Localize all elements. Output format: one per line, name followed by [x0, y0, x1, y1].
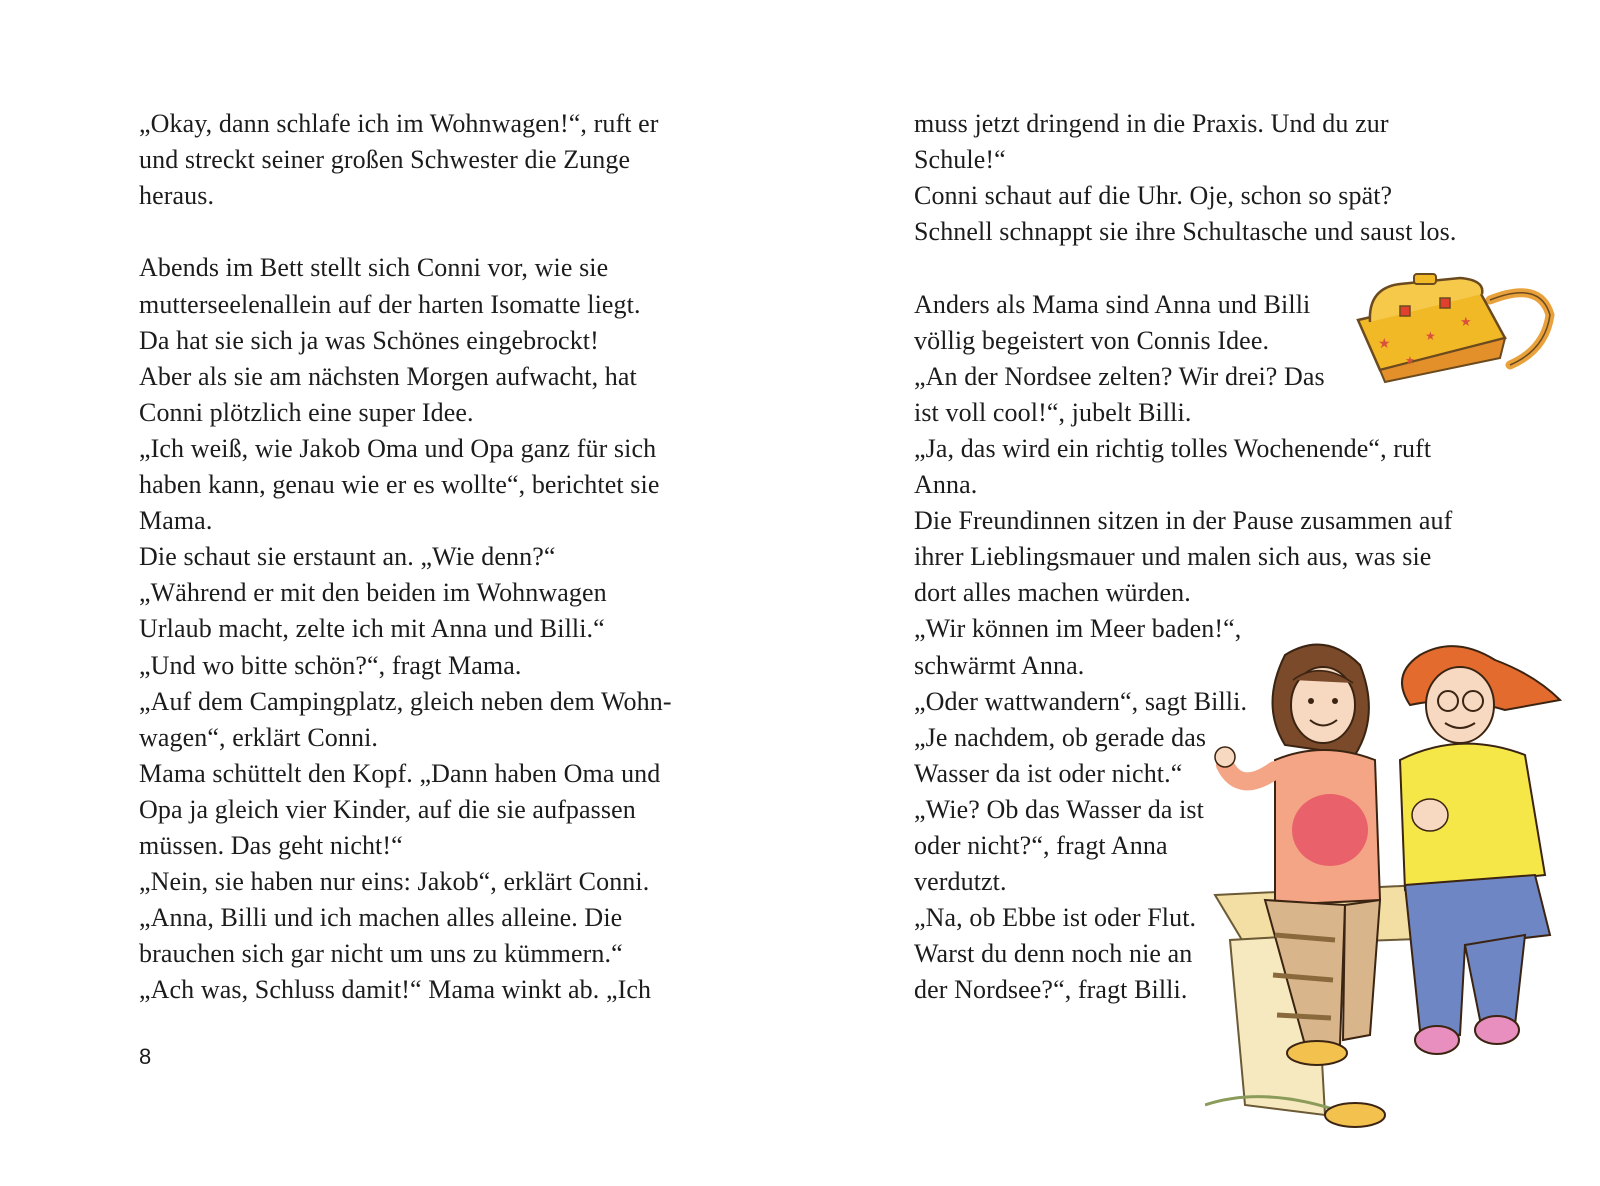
left-page-text-line: Da hat sie sich ja was Schönes eingebrockt! [139, 325, 599, 355]
right-page-text-line: Conni schaut auf die Uhr. Oje, schon so spät? [914, 181, 1393, 211]
left-page-text-line: „Während er mit den beiden im Wohnwagen [139, 578, 607, 608]
right-page-text-line: Schule!“ [914, 145, 1006, 175]
left-page-text-line: Aber als sie am nächsten Morgen aufwacht, hat [139, 361, 637, 391]
right-page-text-line: der Nordsee?“, fragt Billi. [914, 975, 1188, 1005]
svg-text:★: ★ [1460, 315, 1472, 330]
right-page-text-line: völlig begeistert von Connis Idee. [914, 325, 1270, 355]
left-page-text-line: Opa ja gleich vier Kinder, auf die sie aufpassen [139, 794, 636, 824]
right-page-text-line: „An der Nordsee zelten? Wir drei? Das [914, 361, 1325, 391]
girls-on-wall-illustration [1205, 635, 1570, 1180]
left-page-text-line: „Und wo bitte schön?“, fragt Mama. [139, 650, 522, 680]
left-page-text-line: Abends im Bett stellt sich Conni vor, wie sie [139, 253, 609, 283]
svg-text:★: ★ [1378, 336, 1391, 352]
right-page-text-line: verdutzt. [914, 867, 1007, 897]
left-page-text-line: mutterseelenallein auf der harten Isomatte liegt. [139, 289, 641, 319]
right-page-text-line: „Je nachdem, ob gerade das [914, 722, 1207, 752]
right-page-text-line: „Oder wattwandern“, sagt Billi. [914, 686, 1248, 716]
right-page-text-line: Warst du denn noch nie an [914, 939, 1193, 969]
right-page [800, 0, 1600, 1186]
right-page-text-line: Anders als Mama sind Anna und Billi [914, 289, 1311, 319]
svg-text:★: ★ [1405, 354, 1415, 367]
left-page-text-line: wagen“, erklärt Conni. [139, 722, 379, 752]
right-page-text-line: Die Freundinnen sitzen in der Pause zusammen auf [914, 506, 1453, 536]
right-page-text-line: dort alles machen würden. [914, 578, 1191, 608]
right-page-text-line: ihrer Lieblingsmauer und malen sich aus, was sie [914, 542, 1432, 572]
left-page-text-line: heraus. [139, 181, 215, 211]
right-page-text-line: oder nicht?“, fragt Anna [914, 831, 1168, 860]
left-page-text-line: Urlaub macht, zelte ich mit Anna und Billi.“ [139, 614, 605, 644]
svg-text:★: ★ [1425, 329, 1436, 343]
left-page-text-line: Conni plötzlich eine super Idee. [139, 397, 474, 427]
left-page-text-line: brauchen sich gar nicht um uns zu kümmern.“ [139, 939, 623, 969]
right-page-text-line: schwärmt Anna. [914, 650, 1085, 680]
left-page-text-line: Mama. [139, 506, 213, 536]
left-page-text-line: Die schaut sie erstaunt an. „Wie denn?“ [139, 542, 556, 572]
right-page-text-line: ist voll cool!“, jubelt Billi. [914, 397, 1192, 427]
left-page-text-line: müssen. Das geht nicht!“ [139, 831, 403, 860]
right-page-text-line: Anna. [914, 470, 978, 499]
left-page-text-line: „Ich weiß, wie Jakob Oma und Opa ganz für sich [139, 433, 657, 463]
left-page-text-line: „Nein, sie haben nur eins: Jakob“, erklärt Conni. [139, 867, 650, 897]
left-page-text-line: „Okay, dann schlafe ich im Wohnwagen!“, ruft er [139, 109, 659, 138]
left-page-text-line: Mama schüttelt den Kopf. „Dann haben Oma und [139, 758, 661, 788]
right-page-text-line: Wasser da ist oder nicht.“ [914, 758, 1183, 788]
left-page-text-line: „Auf dem Campingplatz, gleich neben dem Wohn- [139, 686, 672, 716]
right-page-text-line: „Wie? Ob das Wasser da ist [914, 794, 1204, 824]
page-number: 8 [139, 1044, 152, 1069]
left-page-text-line: „Ach was, Schluss damit!“ Mama winkt ab. „Ich [139, 975, 652, 1005]
left-page-text-line: haben kann, genau wie er es wollte“, berichtet sie [139, 470, 660, 499]
left-page-text-line: und streckt seiner großen Schwester die Zunge [139, 145, 631, 175]
left-page-text-line: „Anna, Billi und ich machen alles alleine. Die [139, 903, 623, 933]
right-page-text-line: „Na, ob Ebbe ist oder Flut. [914, 903, 1197, 933]
school-bag-illustration [1340, 270, 1560, 385]
right-page-text-line: muss jetzt dringend in die Praxis. Und du zur [914, 109, 1389, 138]
right-page-text-line: „Ja, das wird ein richtig tolles Wochenende“, ruft [914, 433, 1432, 463]
right-page-text-line: „Wir können im Meer baden!“, [914, 614, 1242, 644]
right-page-text-line: Schnell schnappt sie ihre Schultasche und saust los. [914, 217, 1457, 247]
